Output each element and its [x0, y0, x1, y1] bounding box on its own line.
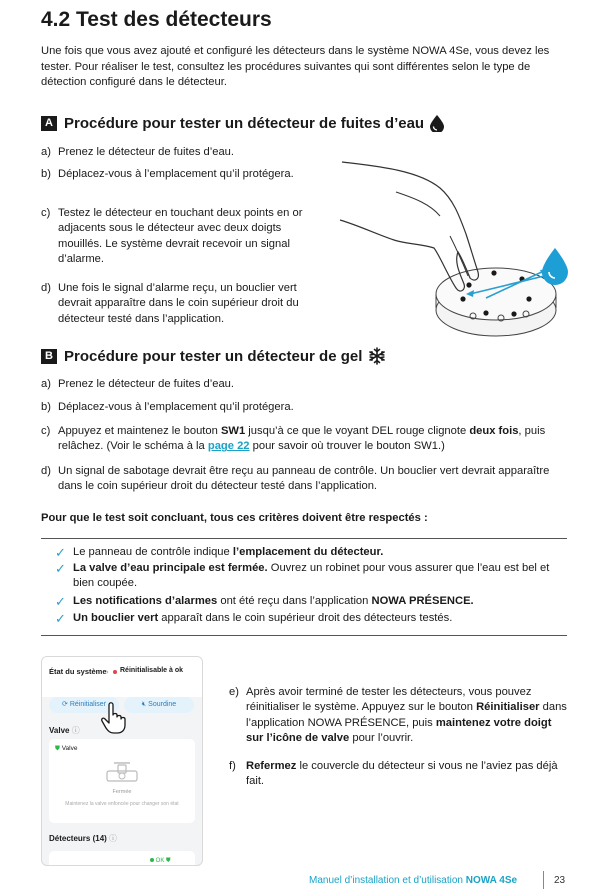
- page-title: 4.2 Test des détecteurs: [41, 8, 272, 31]
- detectors-status: OK ⛊: [150, 858, 171, 865]
- checkmark-icon: ✓: [55, 611, 66, 626]
- refresh-icon: ⟳: [61, 701, 68, 708]
- valve-card[interactable]: [49, 739, 195, 823]
- page-number: 23: [554, 875, 566, 886]
- checkmark-icon: ✓: [55, 594, 66, 609]
- list-item: b) Déplacez-vous à l’emplacement qu’il protégera.: [41, 401, 294, 413]
- section-b-title: Procédure pour tester un détecteur de gel: [64, 347, 363, 365]
- section-b-badge: B: [41, 349, 57, 364]
- section-b-header: [41, 347, 386, 365]
- footer-divider: [543, 871, 544, 889]
- list-item: f) Refermez le couvercle du détecteur si vous ne l’aviez pas déjà fait.: [229, 760, 558, 788]
- footer-manual: Manuel d’installation et d’utilisation NOWA 4Se: [309, 875, 518, 886]
- mute-button[interactable]: 🔇︎ Sourdine: [124, 697, 194, 713]
- section-a-badge: A: [41, 116, 57, 131]
- criteria-heading: Pour que le test soit concluant, tous ces critères doivent être respectés :: [41, 512, 428, 524]
- criteria-item: ✓ Le panneau de contrôle indique l’emplacement du détecteur.: [55, 545, 384, 560]
- list-item: c) Testez le détecteur en touchant deux points en or adjacents sous le détecteur avec deux doigts mouillés. Le système devrait recevoir un signal d’alarme.: [41, 207, 303, 266]
- snowflake-icon: [368, 347, 386, 365]
- hand-pointer-icon: [100, 701, 130, 735]
- valve-icon: [106, 761, 138, 785]
- detector-test-illustration: [336, 148, 576, 344]
- criteria-item: ✓ Un bouclier vert apparaît dans le coin supérieur droit des détecteurs testés.: [55, 611, 453, 626]
- mute-icon: 🔇︎: [141, 701, 147, 708]
- list-item: a) Prenez le détecteur de fuites d’eau.: [41, 378, 235, 390]
- intro-paragraph: Une fois que vous avez ajouté et configuré les détecteurs dans le système NOWA 4Se, vous devez les tester. Pour réaliser le test, consultez les procédures suivantes qui sont différentes selon le type de détection configuré dans le détecteur.: [41, 45, 550, 89]
- detectors-label: Détecteurs (14) ⓘ: [49, 834, 118, 843]
- status-dot-icon: [113, 670, 117, 674]
- valve-state: Fermée: [112, 789, 132, 795]
- list-item: e) Après avoir terminé de tester les détecteurs, vous pouvez réinitialiser le système. Appuyez sur le bouton Réinitialiser dans l’application NOWA PRÉSENCE, puis maintenez votre doigt sur l’icône de valve pour l’ouvrir.: [229, 686, 567, 745]
- valve-card-title: ⛊ Valve: [55, 745, 78, 752]
- chevron-right-icon: ›: [106, 667, 109, 676]
- valve-hint: Maintenez la valve enfoncée pour changer son état: [65, 801, 179, 807]
- list-item: a) Prenez le détecteur de fuites d’eau.: [41, 146, 235, 158]
- criteria-item: ✓ Les notifications d’alarmes ont été reçu dans l’application NOWA PRÉSENCE.: [55, 594, 474, 609]
- shield-icon: ⛊: [166, 858, 171, 864]
- list-item: d) Une fois le signal d’alarme reçu, un bouclier vert devrait apparaître dans le coin supérieur droit du détecteur testé dans l’application.: [41, 282, 299, 325]
- page-22-link[interactable]: page 22: [207, 440, 250, 453]
- water-drop-icon: [430, 115, 444, 132]
- list-item: b) Déplacez-vous à l’emplacement qu’il protégera.: [41, 168, 294, 180]
- list-item: c) Appuyez et maintenez le bouton SW1 jusqu’à ce que le voyant DEL rouge clignote deux fois, puis relâchez. (Voir le schéma à la page 22 pour savoir où trouver le bouton SW1.): [41, 425, 546, 453]
- criteria-item: ✓ La valve d’eau principale est fermée. Ouvrez un robinet pour vous assurer que l’eau est bel et bien coupée.: [55, 561, 550, 590]
- system-status-label: État du système: [49, 667, 107, 676]
- system-status-value: Réinitialisable à ok: [120, 667, 184, 674]
- valve-section-label: Valve ⓘ: [49, 726, 80, 735]
- status-dot-icon: [150, 858, 154, 862]
- section-a-header: [41, 115, 444, 132]
- checkmark-icon: ✓: [55, 561, 66, 576]
- checkmark-icon: ✓: [55, 545, 66, 560]
- detectors-card[interactable]: [49, 851, 195, 866]
- info-icon: ⓘ: [71, 726, 80, 735]
- reset-button[interactable]: ⟳ Réinitialiser: [49, 697, 119, 713]
- info-icon: ⓘ: [109, 834, 118, 843]
- app-screenshot: [41, 656, 203, 866]
- list-item: d) Un signal de sabotage devrait être reçu au panneau de contrôle. Un bouclier vert devrait apparaître dans le coin supérieur droit du détecteur testé dans l’application.: [41, 465, 550, 493]
- section-a-title: Procédure pour tester un détecteur de fuites d’eau: [64, 115, 425, 132]
- shield-icon: ⛊: [55, 745, 60, 752]
